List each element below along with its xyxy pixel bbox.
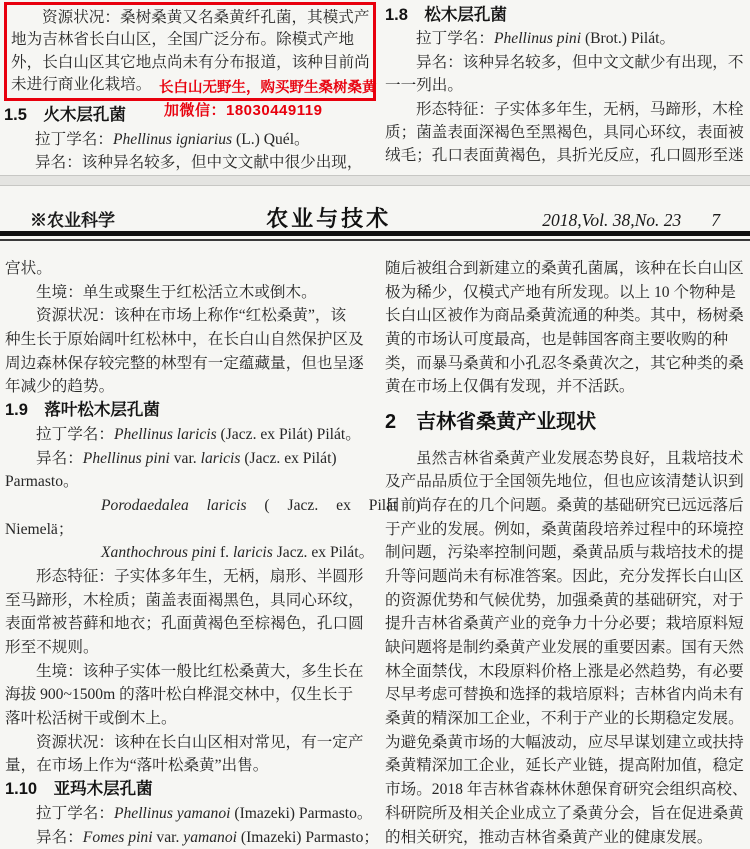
text-segment: 生境：该种子实体一般比红松桑黄大，多生长在 (36, 663, 363, 680)
text-segment: 异名： (36, 450, 83, 467)
text-segment: 量，在市场上作为“落叶松桑黄”出售。 (5, 757, 268, 774)
text-segment: 种生长于原始阔叶红松林中，在长白山自然保护区及 (5, 331, 364, 348)
journal-header (30, 202, 720, 230)
latin-name: yamanoi (183, 829, 237, 846)
top-page-fragment (0, 0, 750, 173)
text-segment: 未进行商业化栽培。 (11, 76, 151, 93)
text-line (385, 257, 750, 281)
text-line (5, 802, 375, 826)
text-line (5, 494, 375, 518)
journal-issue: 2018,Vol. 38,No. 23 (542, 210, 681, 231)
text-segment: var. (170, 450, 201, 467)
text-segment: 林全面禁伐，木段原料价格上涨是必然趋势，有必要 (385, 663, 744, 680)
header-rule-thick (0, 231, 750, 236)
text-line (5, 257, 375, 281)
text-line (385, 375, 750, 399)
text-line (385, 612, 750, 636)
latin-name: laricis (201, 450, 241, 467)
text-segment: f. (216, 544, 233, 561)
section-heading (385, 399, 750, 446)
section-heading (5, 778, 375, 802)
text-segment: 宫状。 (5, 260, 52, 277)
text-segment: 桑黄精深加工企业，延长产业链，提高附加值，稳定 (385, 757, 744, 774)
text-segment: ( Jacz. ex Pilát ) (247, 497, 421, 514)
section-heading (385, 4, 747, 27)
text-line (385, 74, 747, 97)
text-segment: 极为稀少，仅模式产地有所发现。以上 10 个物种是 (385, 284, 736, 301)
text-line (5, 612, 375, 636)
text-line (5, 518, 375, 542)
text-segment: 拉丁学名： (36, 805, 114, 822)
text-line (385, 683, 750, 707)
text-line (5, 470, 375, 494)
text-segment: 周边森林保存较完整的林型有一定蕴藏量，但也呈逐 (5, 355, 364, 372)
text-line (5, 565, 375, 589)
section-1-8 (385, 4, 747, 168)
text-segment: 1.9 落叶松木层孔菌 (5, 401, 160, 419)
journal-title: 农业与技术 (266, 202, 391, 233)
text-segment: 制问题，污染率控制问题，桑黄品质与栽培技术的提 (385, 544, 744, 561)
text-line (5, 447, 375, 471)
text-line (385, 802, 750, 826)
text-line (11, 7, 369, 29)
page-break-band (0, 175, 750, 186)
text-segment: (Jacz. ex Pilát) (240, 450, 336, 467)
text-segment: 长白山区被作为商品桑黄流通的种类。其中，杨树桑 (385, 307, 744, 324)
text-segment: 资源状况：该种在长白山区相对常见，有一定产 (36, 734, 363, 751)
text-segment: 海拔 900~1500m 的落叶松白桦混交林中，仅生长于 (5, 686, 353, 703)
journal-section-label: ※农业科学 (30, 206, 115, 231)
text-segment: 于产业的发展。例如，桑黄菌段培养过程中的环境控 (385, 521, 744, 538)
text-line (385, 328, 750, 352)
text-segment: 1.5 火木层孔菌 (4, 106, 126, 124)
text-segment: 为避免桑黄市场的大幅波动，应尽早谋划建立或扶持 (385, 734, 744, 751)
text-line (11, 29, 369, 51)
text-line (385, 778, 750, 802)
text-segment: 尽早考虑可替换和选择的栽培原料；吉林省内尚未有 (385, 686, 744, 703)
text-line (5, 352, 375, 376)
text-segment: 随后被组合到新建立的桑黄孔菌属，该种在长白山区 (385, 260, 744, 277)
top-right-column (385, 4, 747, 168)
text-segment: var. (153, 829, 184, 846)
text-segment: 拉丁学名： (35, 131, 113, 148)
text-line (385, 281, 750, 305)
latin-name: Phellinus igniarius (113, 131, 232, 148)
text-segment: 提升吉林省桑黄产业的竞争力十分必要；栽培原料短 (385, 615, 744, 632)
text-segment: 虽然吉林省桑黄产业发展态势良好，且栽培技术 (416, 450, 743, 467)
text-line (5, 660, 375, 684)
text-segment: 1.10 亚玛木层孔菌 (5, 780, 153, 798)
text-segment: 外，长白山区其它地点尚未有分布报道，该种目前尚 (11, 54, 370, 71)
text-line (385, 352, 750, 376)
text-line (385, 565, 750, 589)
text-segment: 表面常被苔藓和地衣；孔面黄褐色至棕褐色，孔口圆 (5, 615, 364, 632)
header-rule-thin (0, 239, 750, 241)
ad-red-box (4, 2, 376, 101)
text-line (385, 731, 750, 755)
article-body (0, 257, 750, 844)
text-segment: 生境：单生或聚生于红松活立木或倒木。 (36, 284, 317, 301)
text-line (4, 128, 374, 151)
text-line (385, 826, 750, 849)
text-segment: 的资源优势和气候优势，加强桑黄的基础研究，对于 (385, 592, 744, 609)
text-line (5, 683, 375, 707)
text-line (5, 589, 375, 613)
text-line (385, 754, 750, 778)
text-line (11, 52, 369, 74)
latin-name: Phellinus laricis (114, 426, 217, 443)
journal-issue-block (542, 210, 720, 231)
text-segment: 缺问题将是制约桑黄产业发展的重要因素。国有天然 (385, 639, 744, 656)
text-segment: 形至不规则。 (5, 639, 99, 656)
text-line (385, 660, 750, 684)
text-segment: 的相关研究，推动吉林省桑黄产业的健康发展。 (385, 829, 712, 846)
ad-wechat-line: 加微信：18030449119 (164, 99, 322, 120)
text-segment: 异名：该种异名较多，但中文文献少有出现，不 (416, 54, 743, 71)
text-segment: 桑黄的精深加工企业，不利于产业的长期稳定发展。 (385, 710, 744, 727)
text-segment: 市场。2018 年吉林省森林休憩保育研究会组织高校、 (385, 781, 748, 798)
latin-name: Xanthochrous pini (101, 544, 216, 561)
text-line (385, 447, 750, 471)
text-segment: 升等问题尚未有标准答案。因此，充分发挥长白山区 (385, 568, 744, 585)
text-segment: (Imazeki) Parmasto。 (231, 805, 373, 822)
text-segment: 异名：该种异名较多，但中文文献中很少出现， (35, 154, 362, 171)
text-segment: 拉丁学名： (36, 426, 114, 443)
text-line (5, 375, 375, 399)
latin-name: laricis (233, 544, 273, 561)
text-line (5, 707, 375, 731)
text-segment: 落叶松活树干或倒木上。 (5, 710, 177, 727)
text-segment: 质；菌盖表面深褐色至黑褐色，具同心环纹，表面被 (385, 124, 744, 141)
text-line (385, 494, 750, 518)
text-line (5, 731, 375, 755)
body-left-column (5, 257, 375, 849)
text-line (385, 27, 747, 50)
text-line (5, 754, 375, 778)
text-line (385, 121, 747, 144)
text-segment: 至马蹄形，木栓质；菌盖表面褐黑色，具同心环纹， (5, 592, 364, 609)
text-segment: 科研院所及相关企业成立了桑黄分会，旨在促进桑黄 (385, 805, 744, 822)
text-segment: (Jacz. ex Pilát) Pilát。 (217, 426, 361, 443)
text-segment: 资源状况：该种在市场上称作“红松桑黄”，该 (36, 307, 346, 324)
text-line (5, 423, 375, 447)
text-segment: 异名： (36, 829, 83, 846)
text-line (385, 518, 750, 542)
latin-name: Porodaedalea laricis (101, 497, 247, 514)
text-segment: 形态特征：子实体多年生，无柄，扇形、半圆形 (36, 568, 363, 585)
text-segment: 黄在市场上仅偶有发现，并不活跃。 (385, 378, 635, 395)
text-segment: (Brot.) Pilát。 (581, 30, 675, 47)
latin-name: Phellinus yamanoi (114, 805, 231, 822)
text-segment: 黄的市场认可度最高，也是韩国客商主要收购的种 (385, 331, 728, 348)
text-line (5, 281, 375, 305)
text-segment: 地为吉林省长白山区，全国广泛分布。除模式产地 (11, 31, 354, 48)
text-segment: Jacz. ex Pilát。 (273, 544, 374, 561)
text-segment: Parmasto。 (5, 473, 79, 490)
text-segment: 1.8 松木层孔菌 (385, 6, 507, 24)
text-line (385, 98, 747, 121)
text-segment: 及产品品质位于全国领先地位，但也应该清楚认识到 (385, 473, 744, 490)
latin-name: Phellinus pini (494, 30, 581, 47)
text-line (385, 541, 750, 565)
text-line (385, 589, 750, 613)
text-line (385, 636, 750, 660)
text-line (5, 636, 375, 660)
latin-name: Fomes pini (83, 829, 153, 846)
text-line (5, 304, 375, 328)
text-line (385, 470, 750, 494)
text-segment: 目前尚存在的几个问题。桑黄的基础研究已远远落后 (385, 497, 744, 514)
text-segment: 形态特征：子实体多年生，无柄，马蹄形，木栓 (416, 101, 743, 118)
text-line (385, 304, 750, 328)
text-segment: 2 吉林省桑黄产业现状 (385, 411, 596, 433)
page-number: 7 (711, 210, 720, 231)
top-left-column (4, 0, 374, 174)
text-segment: Niemelä； (5, 521, 73, 538)
text-segment: 类，而暴马桑黄和小孔忍冬桑黄次之，其它种类的桑 (385, 355, 744, 372)
text-segment: 一一列出。 (385, 77, 463, 94)
body-right-column (385, 257, 750, 849)
text-line (385, 144, 747, 167)
text-segment: 资源状况：桑树桑黄又名桑黄纤孔菌，其模式产 (42, 9, 369, 26)
section-heading (5, 399, 375, 423)
text-line (385, 51, 747, 74)
latin-name: Phellinus pini (83, 450, 170, 467)
text-line (4, 151, 374, 174)
text-segment: 绒毛；孔口表面黄褐色，具折光反应，孔口圆形至迷 (385, 147, 744, 164)
text-segment: (L.) Quél。 (232, 131, 310, 148)
text-segment: 年减少的趋势。 (5, 378, 114, 395)
text-line (5, 541, 375, 565)
text-segment: (Imazeki) Parmasto； (237, 829, 379, 846)
ad-text-line1: 长白山无野生，购买野生桑树桑黄 (159, 76, 377, 97)
text-line (385, 707, 750, 731)
text-segment: 拉丁学名： (416, 30, 494, 47)
text-line (5, 328, 375, 352)
text-line (5, 826, 375, 849)
